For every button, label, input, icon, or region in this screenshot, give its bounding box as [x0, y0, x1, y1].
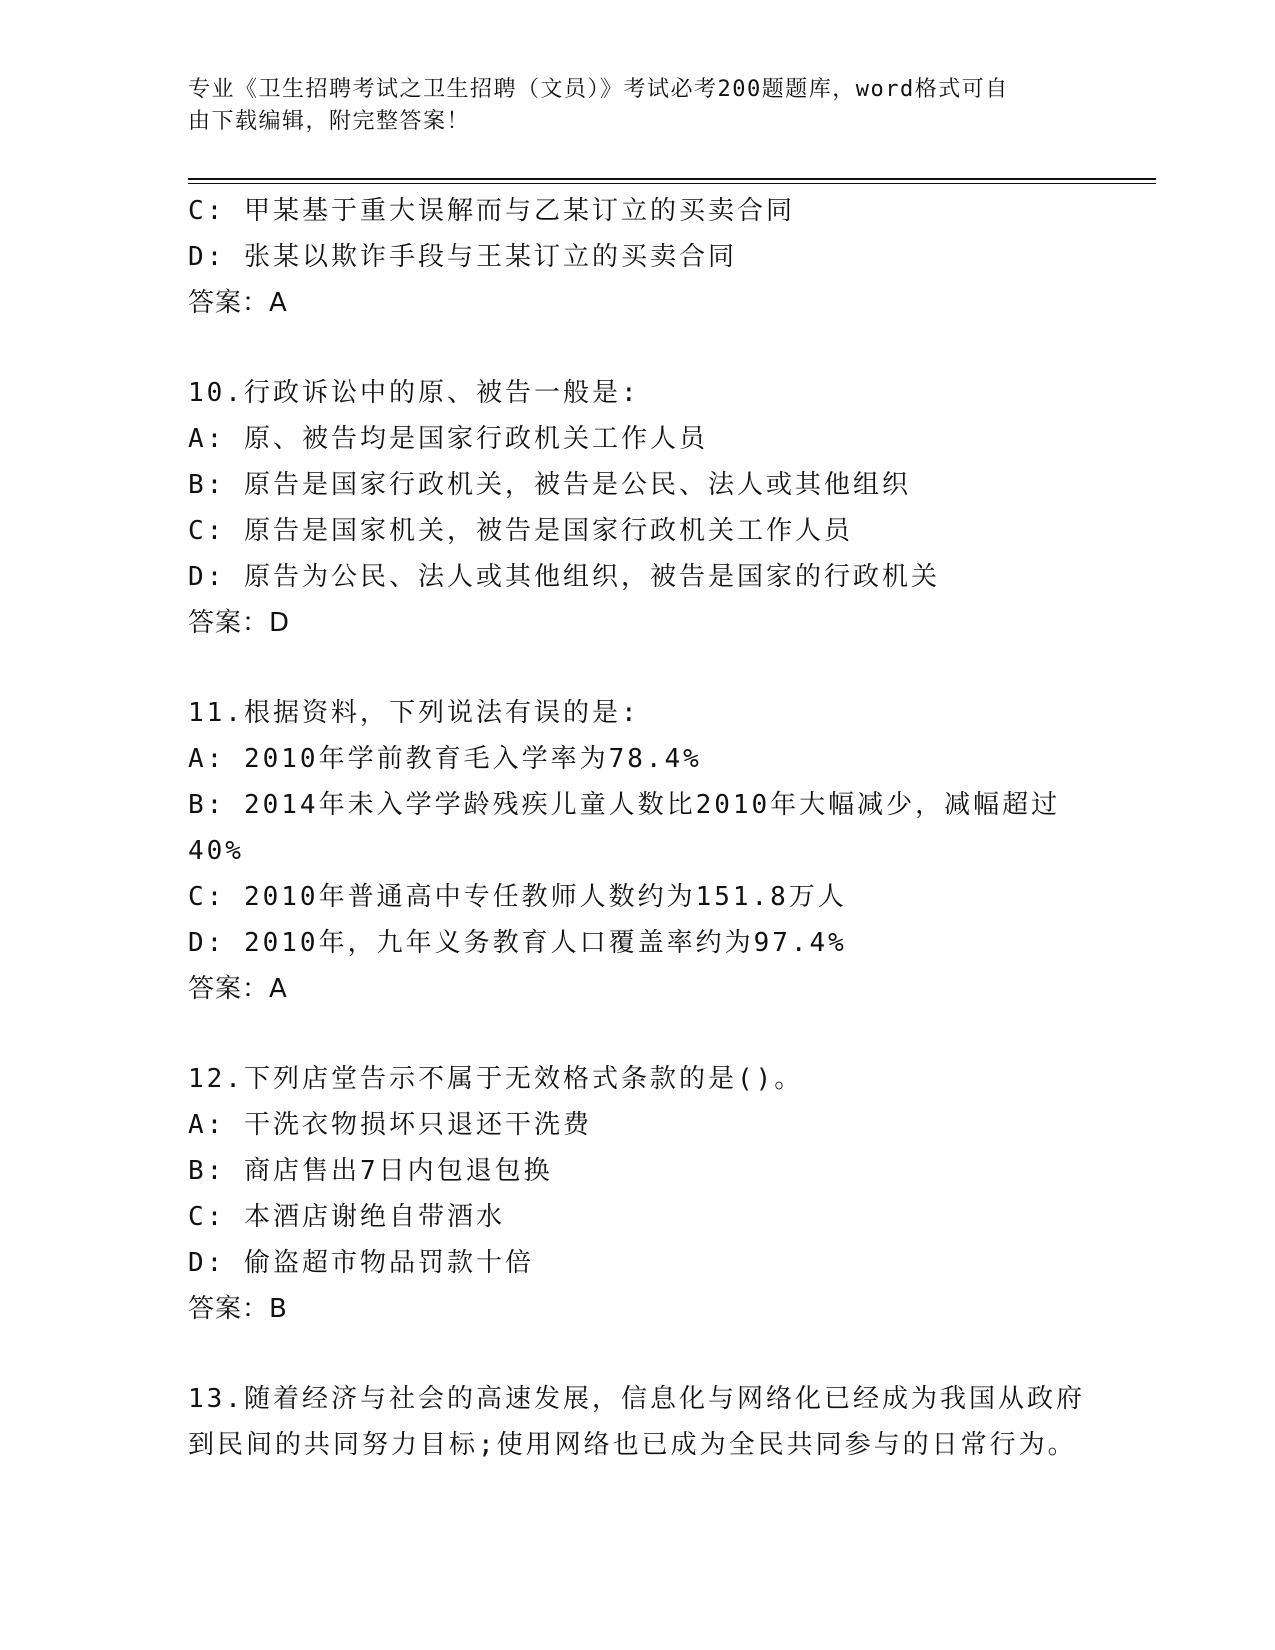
header-divider-thin	[188, 183, 1156, 184]
option-c: C: 原告是国家机关，被告是国家行政机关工作人员	[188, 516, 853, 546]
option-c: C: 本酒店谢绝自带酒水	[188, 1202, 505, 1232]
block-spacer	[188, 646, 1088, 690]
answer-label: 答案：A	[188, 288, 288, 318]
block-spacer	[188, 1012, 1088, 1056]
answer-label: 答案：D	[188, 608, 291, 638]
question-block-11	[188, 690, 1088, 1012]
option-b-continued: 40%	[188, 836, 244, 866]
option-c: C: 甲某基于重大误解而与乙某订立的买卖合同	[188, 196, 795, 226]
question-list	[188, 188, 1088, 1468]
question-text: 11.根据资料，下列说法有误的是:	[188, 698, 640, 728]
question-block-10	[188, 370, 1088, 646]
option-b: B: 原告是国家行政机关，被告是公民、法人或其他组织	[188, 470, 911, 500]
answer-label: 答案：A	[188, 974, 288, 1004]
block-spacer	[188, 326, 1088, 370]
document-header	[188, 74, 1088, 138]
option-c: C: 2010年普通高中专任教师人数约为151.8万人	[188, 882, 847, 912]
question-text: 13.随着经济与社会的高速发展，信息化与网络化已经成为我国从政府	[188, 1384, 1085, 1414]
option-d: D: 原告为公民、法人或其他组织，被告是国家的行政机关	[188, 562, 940, 592]
question-text: 10.行政诉讼中的原、被告一般是:	[188, 378, 640, 408]
header-divider-thick	[188, 178, 1156, 180]
option-a: A: 2010年学前教育毛入学率为78.4%	[188, 744, 702, 774]
block-spacer	[188, 1332, 1088, 1376]
option-a: A: 原、被告均是国家行政机关工作人员	[188, 424, 708, 454]
option-d: D: 偷盗超市物品罚款十倍	[188, 1248, 534, 1278]
question-block-9	[188, 188, 1088, 326]
header-title-line-1: 专业《卫生招聘考试之卫生招聘（文员）》考试必考200题题库，word格式可自	[188, 77, 1009, 102]
option-d: D: 2010年，九年义务教育人口覆盖率约为97.4%	[188, 928, 847, 958]
option-d: D: 张某以欺诈手段与王某订立的买卖合同	[188, 242, 737, 272]
header-title-line-2: 由下载编辑，附完整答案！	[188, 109, 471, 134]
question-text: 12.下列店堂告示不属于无效格式条款的是()。	[188, 1064, 804, 1094]
answer-label: 答案：B	[188, 1294, 288, 1324]
question-text-continued: 到民间的共同努力目标;使用网络也已成为全民共同参与的日常行为。	[188, 1430, 1077, 1460]
question-block-13	[188, 1376, 1088, 1468]
question-block-12	[188, 1056, 1088, 1332]
option-a: A: 干洗衣物损坏只退还干洗费	[188, 1110, 592, 1140]
option-b: B: 2014年未入学学龄残疾儿童人数比2010年大幅减少，减幅超过	[188, 790, 1061, 820]
option-b: B: 商店售出7日内包退包换	[188, 1156, 553, 1186]
